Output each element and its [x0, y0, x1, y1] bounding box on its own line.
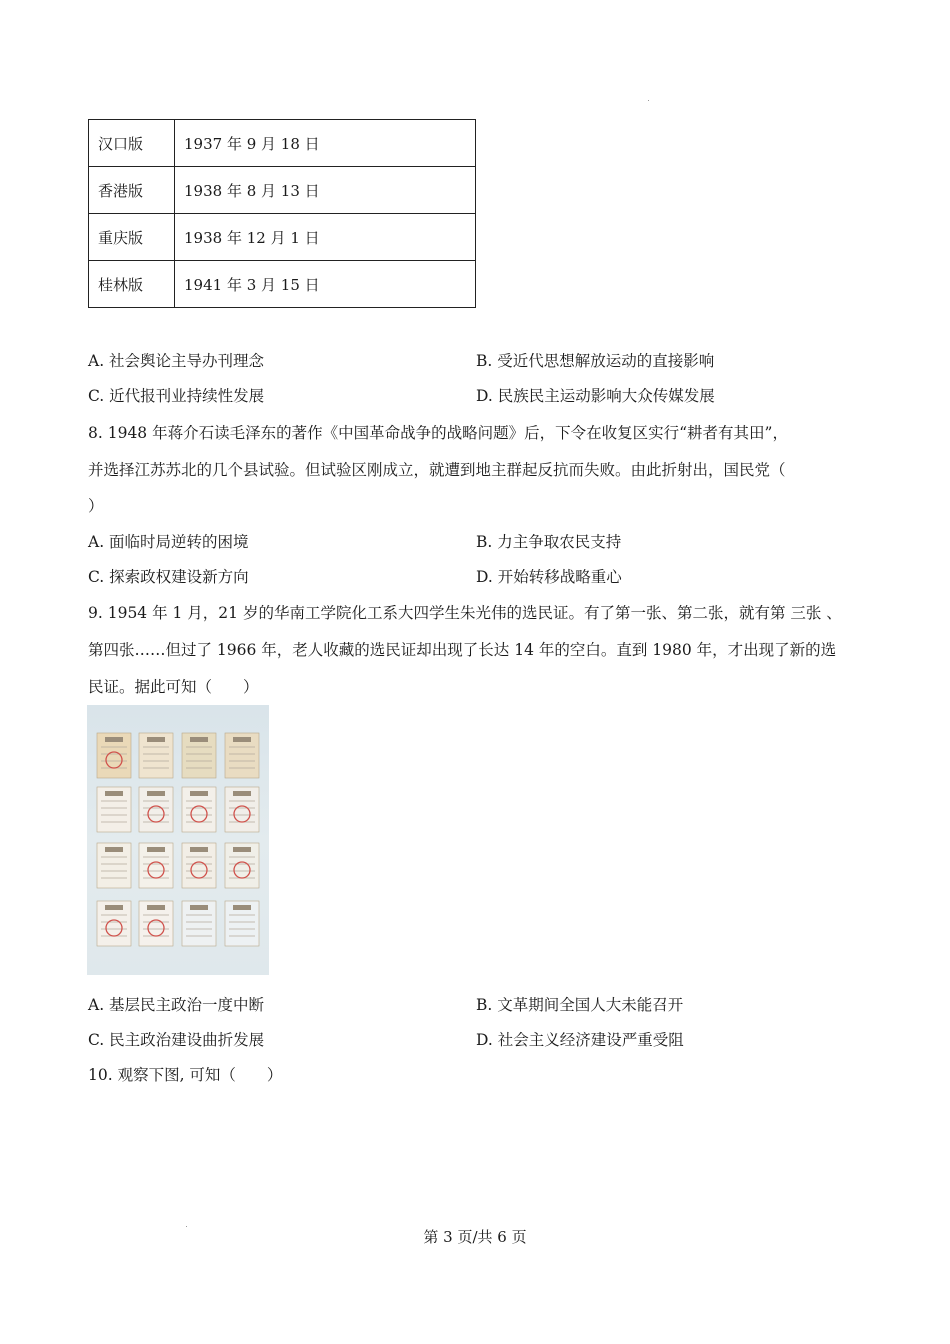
q8-option-a: A. 面临时局逆转的困境	[88, 533, 249, 551]
voter-certificates-photo	[87, 705, 269, 975]
q9-stem-line-3: 民证。据此可知（ ）	[88, 678, 259, 696]
date-cell: 1941 年 3 月 15 日	[175, 261, 476, 308]
edition-cell: 重庆版	[89, 214, 175, 261]
q7-option-a: A. 社会舆论主导办刊理念	[88, 352, 265, 370]
voter-certificates-grid	[87, 705, 269, 975]
q8-option-d: D. 开始转移战略重心	[476, 568, 622, 586]
q8-stem-line-2: 并选择江苏苏北的几个县试验。但试验区刚成立，就遭到地主群起反抗而失败。由此折射出，国民党（	[88, 461, 786, 479]
q8-option-c: C. 探索政权建设新方向	[88, 568, 249, 586]
voter-certificate-card	[225, 733, 259, 778]
q8-option-b: B. 力主争取农民支持	[476, 533, 622, 551]
edition-cell: 香港版	[89, 167, 175, 214]
date-cell: 1937 年 9 月 18 日	[175, 120, 476, 167]
q9-stem-line-1: 9. 1954 年 1 月，21 岁的华南工学院化工系大四学生朱光伟的选民证。有了第一张、第二张，就有第 三张 、	[88, 604, 842, 622]
edition-cell: 桂林版	[89, 261, 175, 308]
date-cell: 1938 年 12 月 1 日	[175, 214, 476, 261]
voter-certificate-card	[97, 843, 131, 888]
voter-certificate-card	[139, 787, 173, 832]
page-footer: 第 3 页/共 6 页	[423, 1228, 527, 1246]
editions-table	[88, 119, 476, 308]
q9-option-c: C. 民主政治建设曲折发展	[88, 1031, 265, 1049]
voter-certificate-card	[225, 787, 259, 832]
q7-option-d: D. 民族民主运动影响大众传媒发展	[476, 387, 715, 405]
voter-certificate-card	[139, 733, 173, 778]
voter-certificate-card	[182, 733, 216, 778]
q9-stem-line-2: 第四张……但过了 1966 年，老人收藏的选民证却出现了长达 14 年的空白。直到 1980 年，才出现了新的选	[88, 641, 837, 659]
q8-stem-line-1: 8. 1948 年蒋介石读毛泽东的著作《中国革命战争的战略问题》后，下令在收复区实行“耕者有其田”，	[88, 424, 788, 442]
table-row	[89, 120, 476, 167]
q9-option-a: A. 基层民主政治一度中断	[88, 996, 265, 1014]
voter-certificate-card	[182, 843, 216, 888]
voter-certificate-card	[225, 843, 259, 888]
q9-option-b: B. 文革期间全国人大未能召开	[476, 996, 684, 1014]
speck	[648, 100, 649, 101]
voter-certificate-card	[182, 901, 216, 946]
q7-option-b: B. 受近代思想解放运动的直接影响	[476, 352, 715, 370]
q10-stem-line-1: 10. 观察下图, 可知（ ）	[88, 1066, 283, 1084]
voter-certificate-card	[182, 787, 216, 832]
voter-certificate-card	[225, 901, 259, 946]
voter-certificate-card	[97, 901, 131, 946]
edition-cell: 汉口版	[89, 120, 175, 167]
voter-certificate-card	[97, 733, 131, 778]
table-row	[89, 261, 476, 308]
voter-certificate-card	[139, 901, 173, 946]
q7-option-c: C. 近代报刊业持续性发展	[88, 387, 265, 405]
q9-option-d: D. 社会主义经济建设严重受阻	[476, 1031, 684, 1049]
voter-certificate-card	[139, 843, 173, 888]
q8-stem-line-3: ）	[88, 497, 104, 515]
table-row	[89, 167, 476, 214]
date-cell: 1938 年 8 月 13 日	[175, 167, 476, 214]
table-row	[89, 214, 476, 261]
voter-certificate-card	[97, 787, 131, 832]
